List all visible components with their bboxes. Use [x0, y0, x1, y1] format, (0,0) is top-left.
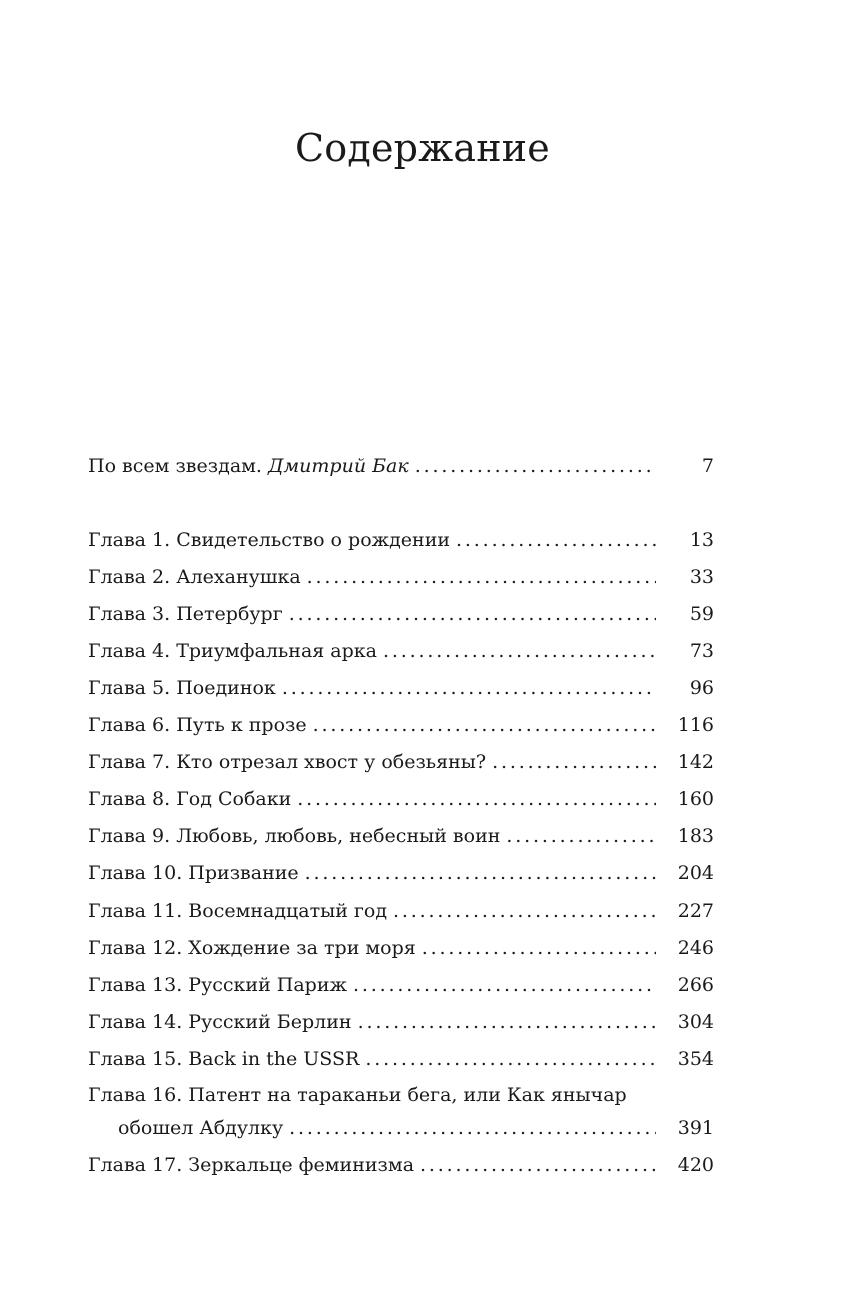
page-number: 204 [677, 862, 714, 884]
toc-entry-chapter-9 [88, 825, 714, 851]
toc-entry-title: Глава 3. Петербург [88, 603, 283, 625]
toc-entry-chapter-16-line1: Глава 16. Патент на тараканьи бега, или Как янычар [88, 1084, 627, 1106]
preface-title: По всем звездам. [88, 455, 262, 477]
dot-leader [415, 455, 656, 477]
page-number: 304 [677, 1011, 714, 1033]
page-number: 227 [677, 900, 714, 922]
page-number: 183 [677, 825, 714, 847]
toc-entry-chapter-7 [88, 751, 714, 777]
page-number: 391 [677, 1117, 714, 1139]
toc-entry-title [88, 455, 409, 477]
toc-entry-chapter-8 [88, 788, 714, 814]
toc-entry-title: Глава 11. Восемнадцатый год [88, 900, 388, 922]
toc-entry-chapter-2 [88, 566, 714, 592]
toc-entry-chapter-1 [88, 529, 714, 555]
dot-leader [506, 825, 656, 847]
dot-leader [383, 640, 656, 662]
toc-entry-chapter-4 [88, 640, 714, 666]
toc-entry-title-continued: обошел Абдулку [118, 1117, 284, 1139]
toc-entry-title: Глава 4. Триумфальная арка [88, 640, 377, 662]
toc-entry-chapter-11 [88, 900, 714, 926]
dot-leader [456, 529, 656, 551]
preface-author: Дмитрий Бак [267, 455, 409, 477]
toc-entry-title: Глава 7. Кто отрезал хвост у обезьяны? [88, 751, 487, 773]
page-number: 73 [689, 640, 714, 662]
page-number: 7 [701, 455, 714, 477]
toc-entry-chapter-17 [88, 1154, 714, 1180]
page-number: 142 [677, 751, 714, 773]
toc-entry-title: Глава 10. Призвание [88, 862, 299, 884]
toc-entry-chapter-14 [88, 1011, 714, 1037]
page-number: 96 [689, 677, 714, 699]
toc-entry-chapter-13 [88, 974, 714, 1000]
toc-entry-preface [88, 455, 714, 481]
toc-entry-title: Глава 2. Алеханушка [88, 566, 301, 588]
dot-leader [289, 603, 656, 625]
dot-leader [365, 1048, 656, 1070]
toc-entry-title: Глава 1. Свидетельство о рождении [88, 529, 451, 551]
dot-leader [305, 862, 656, 884]
toc-entry-title: Глава 13. Русский Париж [88, 974, 347, 996]
page-number: 59 [689, 603, 714, 625]
page-number: 420 [677, 1154, 714, 1176]
toc-entry-title: Глава 17. Зеркальце феминизма [88, 1154, 415, 1176]
toc-entry-title: Глава 9. Любовь, любовь, небесный воин [88, 825, 501, 847]
toc-entry-chapter-6 [88, 714, 714, 740]
dot-leader [420, 1154, 656, 1176]
toc-entry-chapter-5 [88, 677, 714, 703]
page-number: 160 [677, 788, 714, 810]
dot-leader [422, 937, 656, 959]
page-number: 354 [677, 1048, 714, 1070]
dot-leader [353, 974, 656, 996]
dot-leader [358, 1011, 656, 1033]
toc-entry-chapter-10 [88, 862, 714, 888]
toc-entry-title: Глава 8. Год Собаки [88, 788, 292, 810]
toc-entry-title: Глава 5. Поединок [88, 677, 276, 699]
dot-leader [307, 566, 656, 588]
dot-leader [282, 677, 656, 699]
toc-entry-title: Глава 15. Back in the USSR [88, 1048, 360, 1070]
dot-leader [313, 714, 656, 736]
toc-entry-title: Глава 6. Путь к прозе [88, 714, 307, 736]
dot-leader [393, 900, 656, 922]
page-number: 116 [677, 714, 714, 736]
toc-entry-chapter-15 [88, 1048, 714, 1074]
toc-entry-title: Глава 12. Хождение за три моря [88, 937, 416, 959]
dot-leader [289, 1117, 656, 1139]
toc-entry-chapter-3 [88, 603, 714, 629]
page-number: 246 [677, 937, 714, 959]
page-number: 266 [677, 974, 714, 996]
page-title: Содержание [295, 126, 550, 170]
toc-entry-title: Глава 14. Русский Берлин [88, 1011, 352, 1033]
toc-entry-chapter-12 [88, 937, 714, 963]
page-number: 33 [689, 566, 714, 588]
page-number: 13 [689, 529, 714, 551]
dot-leader [492, 751, 656, 773]
dot-leader [297, 788, 656, 810]
toc-entry-chapter-16 [118, 1117, 714, 1143]
